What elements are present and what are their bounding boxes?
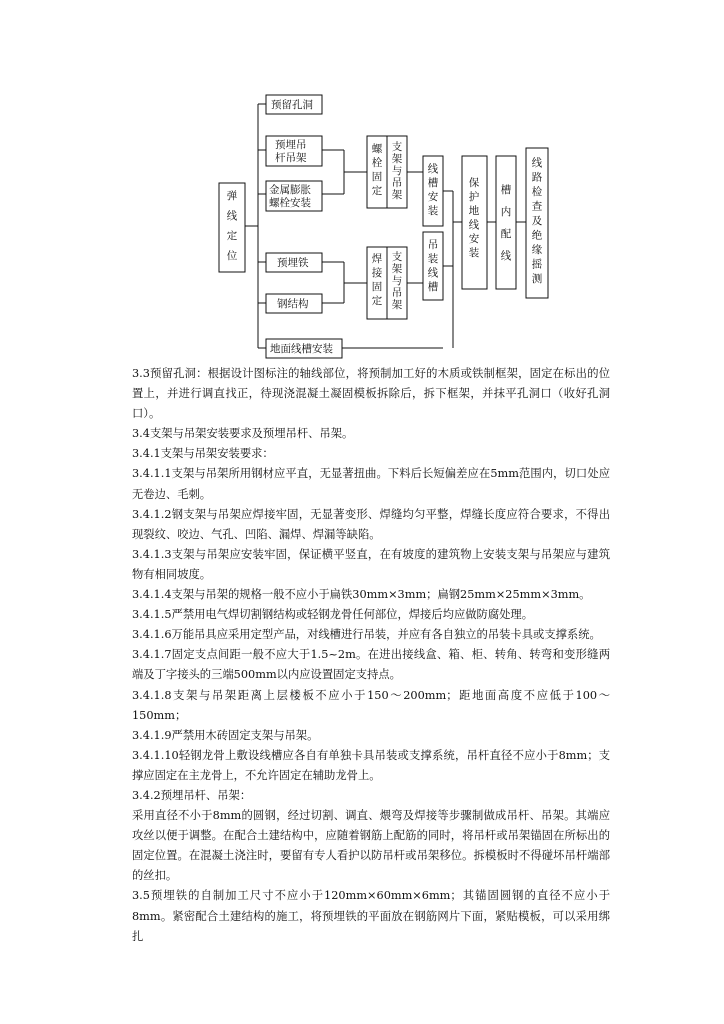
paragraph: 3.4.1.3支架与吊架应安装牢固，保证横平竖直，在有坡度的建筑物上安装支架与吊架应与建筑物有相同坡度。 bbox=[132, 547, 610, 581]
node-start-label: 弹线定位 bbox=[226, 190, 238, 262]
node-embedded-iron-label: 预埋铁 bbox=[277, 257, 309, 269]
node-trough-install-label: 线槽安装 bbox=[427, 163, 439, 217]
node-trough-wiring-label: 槽内配线 bbox=[500, 184, 512, 262]
node-weld-fix-label-b: 支架与吊架 bbox=[391, 251, 403, 311]
paragraph: 3.4.2预埋吊杆、吊架： bbox=[132, 788, 252, 802]
node-expansion-bolt-label-1: 金属膨胀 bbox=[269, 184, 311, 196]
node-floor-trough-label: 地面线槽安装 bbox=[270, 343, 333, 355]
node-expansion-bolt-label-2: 螺栓安装 bbox=[269, 197, 311, 209]
paragraph: 采用直径不小于8mm的圆钢，经过切割、调直、煨弯及焊接等步骤制做成吊杆、吊架。其端应攻丝以便于调整。在配合土建结构中，应随着钢筋上配筋的同时，将吊杆或吊架锚固在所标出的固定位置。在混凝土浇注时，要留有专人看护以防吊杆或吊架移位。拆模板时不得碰坏吊杆端部的丝扣。 bbox=[132, 809, 610, 883]
paragraph: 3.4.1.5严禁用电气焊切割钢结构或轻钢龙骨任何部位，焊接后均应做防腐处理。 bbox=[132, 608, 534, 622]
node-ground-wire-label: 保护地线安装 bbox=[468, 177, 480, 259]
paragraph: 3.4.1.9严禁用木砖固定支架与吊架。 bbox=[132, 728, 319, 742]
paragraph: 3.4.1支架与吊架安装要求： bbox=[132, 447, 274, 461]
paragraph: 3.4.1.2钢支架与吊架应焊接牢固，无显著变形、焊缝均匀平整，焊缝长度应符合要求，不得出现裂纹、咬边、气孔、凹陷、漏焊、焊漏等缺陷。 bbox=[132, 507, 610, 541]
paragraph: 3.4.1.1支架与吊架所用钢材应平直，无显著扭曲。下料后长短偏差应在5mm范围内，切口处应无卷边、毛刺。 bbox=[132, 467, 610, 501]
node-weld-fix-label-a: 焊接固定 bbox=[371, 253, 383, 307]
node-bolt-fix-label-b: 支架与吊架 bbox=[391, 141, 403, 201]
paragraph: 3.5预埋铁的自制加工尺寸不应小于120mm×60mm×6mm；其锚固圆钢的直径不应小于8mm。紧密配合土建结构的施工，将预埋铁的平面放在钢筋网片下面，紧贴模板，可以采用绑扎 bbox=[132, 889, 610, 943]
node-steel-structure-label: 钢结构 bbox=[277, 298, 309, 310]
document-body bbox=[132, 364, 610, 947]
node-embedded-hanger-label-2: 杆吊架 bbox=[275, 152, 307, 164]
construction-flowchart bbox=[0, 0, 724, 362]
node-embedded-hanger-label-1: 预埋吊 bbox=[275, 139, 307, 151]
node-inspection-label: 线路检查及绝缘摇测 bbox=[531, 157, 543, 285]
node-hoist-trough-label: 吊装线槽 bbox=[427, 239, 439, 293]
paragraph: 3.4.1.6万能吊具应采用定型产品，对线槽进行吊装，并应有各自独立的吊装卡具或支撑系统。 bbox=[132, 628, 601, 642]
paragraph: 3.4.1.8支架与吊架距离上层楼板不应小于150～200mm；距地面高度不应低于100～150mm； bbox=[132, 688, 610, 722]
paragraph: 3.4.1.10轻钢龙骨上敷设线槽应各自有单独卡具吊装或支撑系统，吊杆直径不应小于8mm；支撑应固定在主龙骨上，不允许固定在辅助龙骨上。 bbox=[132, 748, 610, 782]
paragraph: 3.4.1.7固定支点间距一般不应大于1.5~2m。在进出接线盒、箱、柜、转角、转弯和变形缝两端及丁字接头的三端500mm以内应设置固定支持点。 bbox=[132, 648, 610, 682]
paragraph: 3.4支架与吊架安装要求及预埋吊杆、吊架。 bbox=[132, 427, 354, 441]
node-bolt-fix-label-a: 螺栓固定 bbox=[371, 143, 383, 197]
paragraph: 3.3预留孔洞：根据设计图标注的轴线部位，将预制加工好的木质或铁制框架，固定在标出的位置上，并进行调直找正，待现浇混凝土凝固模板拆除后，拆下框架，并抹平孔洞口（收好孔洞口）。 bbox=[132, 367, 610, 421]
paragraph: 3.4.1.4支架与吊架的规格一般不应小于扁铁30mm×3mm；扁钢25mm×25mm×3mm。 bbox=[132, 588, 591, 602]
node-reserved-holes-label: 预留孔洞 bbox=[271, 99, 313, 111]
node-trough-wiring bbox=[496, 156, 516, 289]
